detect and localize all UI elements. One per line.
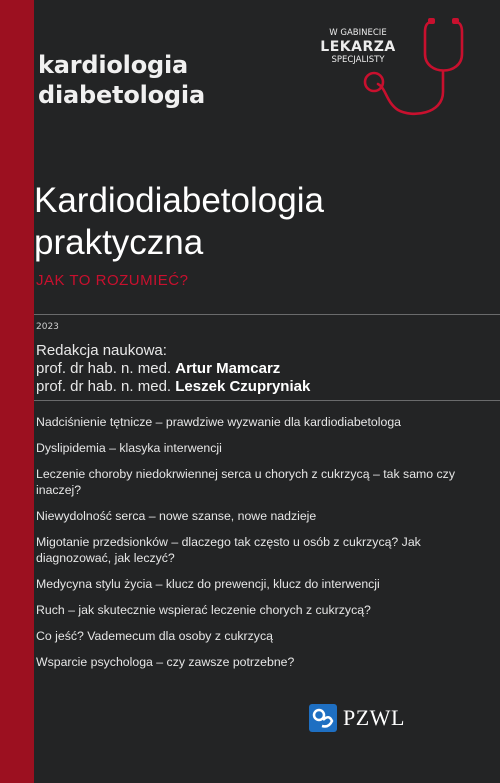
editors-block <box>36 342 310 396</box>
series-label <box>38 50 205 110</box>
toc-item: Niewydolność serca – nowe szanse, nowe nadzieje <box>36 509 317 523</box>
badge-line-1: W GABINECIE <box>329 28 387 38</box>
toc-item: Ruch – jak skutecznie wspierać leczenie chorych z cukrzycą? <box>36 603 371 617</box>
stethoscope-icon <box>312 14 464 124</box>
editor-1-prefix: prof. dr hab. n. med. <box>36 360 172 377</box>
editor-2-name: Leszek Czupryniak <box>175 378 311 395</box>
toc-item: Medycyna stylu życia – klucz do prewencji, klucz do interwencji <box>36 577 380 591</box>
badge-line-2: LEKARZA <box>320 39 396 55</box>
editor-2-prefix: prof. dr hab. n. med. <box>36 378 172 395</box>
title-line-2: praktyczna <box>34 223 204 262</box>
editor-2 <box>36 378 310 396</box>
publisher-name: PZWL <box>343 705 405 730</box>
toc-item: Nadciśnienie tętnicze – prawdziwe wyzwanie dla kardiodiabetologa <box>36 415 402 429</box>
editors-label: Redakcja naukowa: <box>36 342 167 359</box>
title-line-1: Kardiodiabetologia <box>34 181 324 220</box>
series-line-2: diabetologia <box>38 81 205 109</box>
badge-line-3: SPECJALISTY <box>331 55 385 65</box>
publication-year: 2023 <box>36 322 59 332</box>
toc-item: Wsparcie psychologa – czy zawsze potrzebne? <box>36 655 295 669</box>
toc-item: Leczenie choroby niedokrwiennej serca u chorych z cukrzycą – tak samo czy inaczej? <box>36 467 455 497</box>
divider-top <box>34 314 500 315</box>
series-line-1: kardiologia <box>38 51 189 79</box>
cover-spine <box>0 0 34 783</box>
series-badge <box>312 14 464 124</box>
toc-item: Migotanie przedsionków – dlaczego tak często u osób z cukrzycą? Jak diagnozować, jak leczyć? <box>36 535 421 565</box>
divider-bottom <box>34 400 500 401</box>
editor-1 <box>36 360 310 378</box>
toc-item: Co jeść? Vademecum dla osoby z cukrzycą <box>36 629 273 643</box>
pzwl-logo-icon <box>309 704 337 732</box>
book-title <box>34 180 324 264</box>
toc-item: Dyslipidemia – klasyka interwencji <box>36 441 222 455</box>
publisher-logo <box>309 703 405 733</box>
editor-1-name: Artur Mamcarz <box>175 360 281 377</box>
table-of-contents <box>36 414 466 680</box>
book-subtitle: JAK TO ROZUMIEĆ? <box>36 272 189 289</box>
